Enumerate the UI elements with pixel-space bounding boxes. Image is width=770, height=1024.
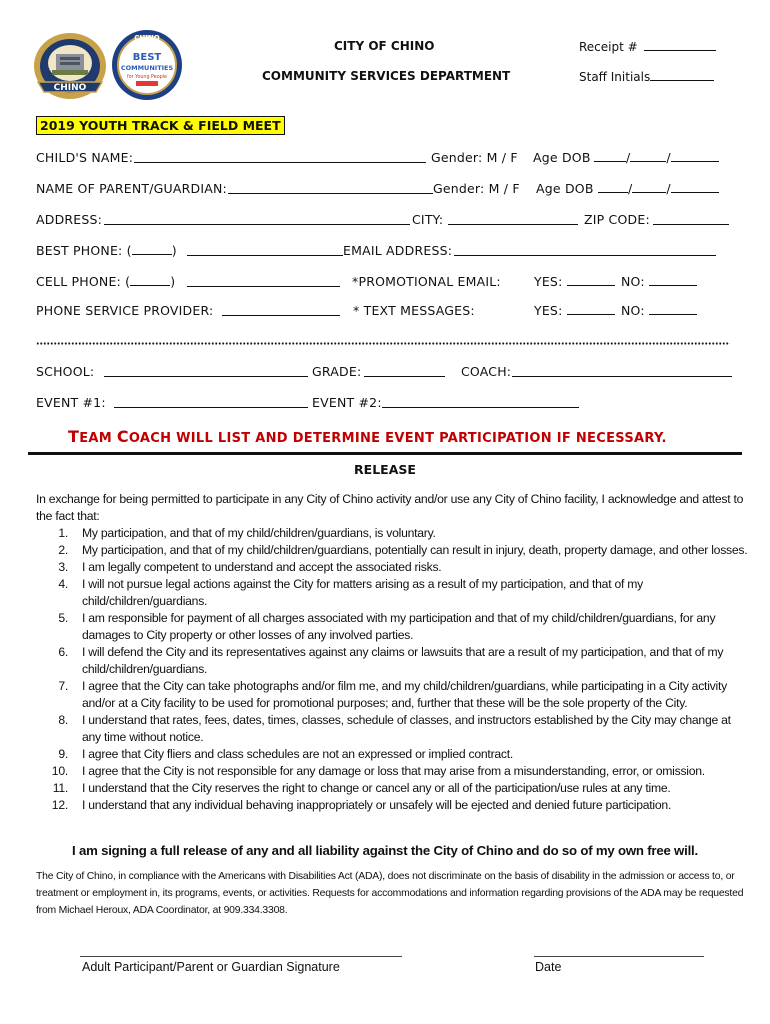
- staff-initials-label: Staff Initials: [579, 70, 651, 84]
- section-rule: [28, 452, 742, 455]
- text-messages-label: * TEXT MESSAGES:: [353, 303, 475, 318]
- seal-communities-text: COMMUNITIES: [120, 64, 174, 72]
- item-number: 6.: [58, 645, 68, 659]
- receipt-label: Receipt #: [579, 40, 638, 54]
- item-number: 4.: [58, 577, 68, 591]
- item-number: 11.: [52, 781, 68, 795]
- phone-provider-field[interactable]: [222, 315, 340, 316]
- list-item: [36, 678, 748, 712]
- seal-top-text: CHINO: [134, 34, 160, 42]
- best-phone-text: BEST PHONE: (: [36, 243, 132, 258]
- event-2-label: EVENT #2:: [312, 395, 382, 410]
- logo-left-text: CHINO: [53, 83, 87, 93]
- parent-age-dob-field[interactable]: / /: [598, 181, 719, 196]
- city-heading: CITY OF CHINO: [334, 39, 435, 53]
- participant-signature-label: Adult Participant/Parent or Guardian Signature: [82, 960, 340, 974]
- item-text: My participation, and that of my child/children/guardians, potentially can result in injury, death, property damage, and other losses.: [82, 543, 748, 557]
- item-text: I agree that the City can take photographs and/or film me, and my child/children/guardians, while participating in a City activity and/or at a City facility to be used for promotional purposes; and, further that these will be the sole property of the City.: [82, 679, 727, 710]
- department-heading: COMMUNITY SERVICES DEPARTMENT: [262, 69, 511, 83]
- cell-phone-text: CELL PHONE: (: [36, 274, 131, 289]
- best-communities-seal: [110, 28, 184, 102]
- item-text: I understand that the City reserves the right to change or cancel any or all of the participation/use rules at any time.: [82, 781, 671, 795]
- event-1-field[interactable]: [114, 407, 308, 408]
- best-phone-field[interactable]: [187, 255, 343, 256]
- release-statement: I am signing a full release of any and all liability against the City of Chino and do so of my own free will.: [72, 843, 698, 858]
- list-item: [36, 542, 748, 559]
- text-no-label: NO:: [621, 303, 645, 318]
- list-item: [36, 610, 748, 644]
- promo-no-label: NO:: [621, 274, 645, 289]
- item-text: I agree that City fliers and class schedules are not an expressed or implied contract.: [82, 747, 514, 761]
- parent-gender-label: Gender: M / F: [433, 181, 520, 196]
- promo-email-label: *PROMOTIONAL EMAIL:: [352, 274, 501, 289]
- seal-sub-text: for Young People: [127, 75, 167, 80]
- parent-name-field[interactable]: [228, 193, 433, 194]
- item-text: My participation, and that of my child/children/guardians, is voluntary.: [82, 526, 436, 540]
- city-of-chino-logo: [30, 30, 110, 102]
- coach-note-part-1: EAM: [79, 431, 117, 446]
- ada-notice: The City of Chino, in compliance with the Americans with Disabilities Act (ADA), does not discriminate on the basis of disability in the admission or access to, or treatment or employment in, its programs, events, or activities. Requests for accommodations and information regarding provisions of the ADA may be requested from Michael Heroux, ADA Coordinator, at 909.334.3308.: [36, 871, 744, 916]
- city-label: CITY:: [412, 212, 444, 227]
- item-text: I understand that rates, fees, dates, times, classes, schedule of classes, and instructors established by the City may change at any time without notice.: [82, 713, 731, 744]
- school-label: SCHOOL:: [36, 364, 95, 379]
- release-heading: RELEASE: [354, 462, 416, 477]
- parent-age-dob-label: Age DOB: [536, 181, 594, 196]
- list-item: [36, 780, 748, 797]
- form-title: 2019 YOUTH TRACK & FIELD MEET: [36, 116, 285, 135]
- school-field[interactable]: [104, 376, 308, 377]
- promo-yes-label: YES:: [534, 274, 563, 289]
- promo-email-no[interactable]: [621, 274, 697, 289]
- staff-initials-field[interactable]: [579, 69, 714, 84]
- email-label: EMAIL ADDRESS:: [343, 243, 453, 258]
- text-messages-no[interactable]: [621, 303, 697, 318]
- list-item: [36, 644, 748, 678]
- cell-phone-field[interactable]: [187, 286, 340, 287]
- item-text: I will defend the City and its representatives against any claims or lawsuits that are a result of my participation, and that of my child/children/guardians.: [82, 645, 724, 676]
- participant-signature-field[interactable]: [80, 956, 402, 957]
- list-item: [36, 763, 748, 780]
- promo-email-yes[interactable]: [534, 274, 615, 289]
- list-item: [36, 576, 748, 610]
- dotted-divider: [36, 342, 730, 345]
- team-coach-note: [68, 427, 667, 446]
- item-text: I am responsible for payment of all charges associated with my participation and that of my child/children/guardians, for any damages to City property or other losses of any involved parties.: [82, 611, 716, 642]
- text-messages-yes[interactable]: [534, 303, 615, 318]
- parent-name-label: NAME OF PARENT/GUARDIAN:: [36, 181, 227, 196]
- release-intro: In exchange for being permitted to participate in any City of Chino activity and/or use any City of Chino facility, I acknowledge and attest to the fact that:: [36, 492, 744, 523]
- event-2-field[interactable]: [382, 407, 579, 408]
- item-number: 2.: [58, 543, 68, 557]
- date-label: Date: [535, 960, 562, 974]
- item-number: 3.: [58, 560, 68, 574]
- email-field[interactable]: [454, 255, 716, 256]
- grade-label: GRADE:: [312, 364, 362, 379]
- item-text: I am legally competent to understand and accept the associated risks.: [82, 560, 442, 574]
- item-number: 7.: [58, 679, 68, 693]
- item-number: 5.: [58, 611, 68, 625]
- item-number: 12.: [51, 798, 68, 812]
- date-field[interactable]: [534, 956, 704, 957]
- list-item: [36, 797, 748, 814]
- item-number: 9.: [58, 747, 68, 761]
- zip-field[interactable]: [653, 224, 729, 225]
- coach-field[interactable]: [512, 376, 732, 377]
- receipt-field[interactable]: [579, 39, 716, 54]
- childs-name-label: CHILD'S NAME:: [36, 150, 134, 165]
- list-item: [36, 559, 748, 576]
- coach-note-cap-2: C: [116, 427, 129, 446]
- item-number: 1.: [58, 526, 68, 540]
- grade-field[interactable]: [364, 376, 445, 377]
- list-item: [36, 712, 748, 746]
- phone-provider-label: PHONE SERVICE PROVIDER:: [36, 303, 214, 318]
- item-number: 10.: [51, 764, 68, 778]
- list-item: [36, 746, 748, 763]
- item-text: I understand that any individual behaving inappropriately or unsafely will be ejected and denied future participation.: [82, 798, 672, 812]
- event-1-label: EVENT #1:: [36, 395, 106, 410]
- address-field[interactable]: [104, 224, 410, 225]
- coach-label: COACH:: [461, 364, 512, 379]
- gender-label: Gender: M / F: [431, 150, 518, 165]
- age-dob-field[interactable]: / /: [594, 150, 719, 165]
- city-field[interactable]: [448, 224, 578, 225]
- text-yes-label: YES:: [534, 303, 563, 318]
- cell-phone-label: CELL PHONE: ( ): [36, 274, 176, 289]
- best-phone-label: BEST PHONE: ( ): [36, 243, 177, 258]
- release-list: [36, 525, 748, 814]
- coach-note-part-2: OACH WILL LIST AND DETERMINE EVENT PARTICIPATION IF NECESSARY.: [128, 431, 667, 446]
- childs-name-field[interactable]: [134, 162, 426, 163]
- list-item: [36, 525, 748, 542]
- item-number: 8.: [58, 713, 68, 727]
- age-dob-label: Age DOB: [533, 150, 591, 165]
- address-label: ADDRESS:: [36, 212, 103, 227]
- coach-note-cap-1: T: [68, 427, 80, 446]
- item-text: I agree that the City is not responsible for any damage or loss that may arise from a misunderstanding, error, or omission.: [82, 764, 705, 778]
- item-text: I will not pursue legal actions against the City for matters arising as a result of my participation, and that of my child/children/guardians.: [82, 577, 644, 608]
- seal-best-text: BEST: [132, 52, 162, 63]
- zip-label: ZIP CODE:: [584, 212, 650, 227]
